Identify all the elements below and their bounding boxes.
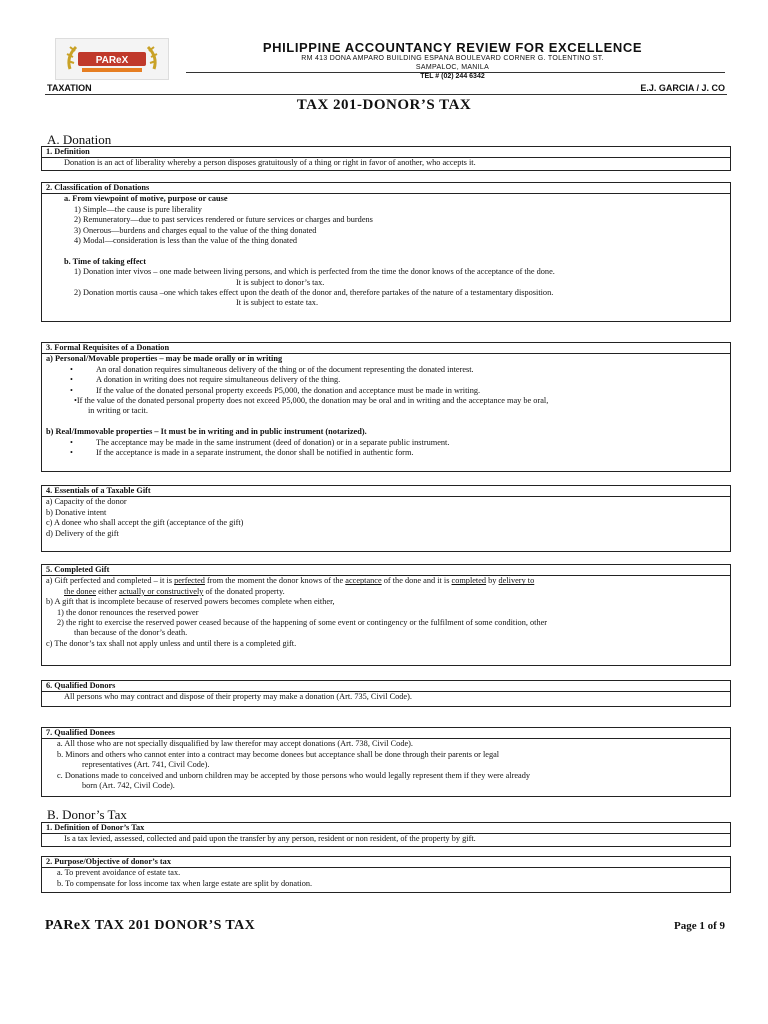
list-item-continuation: than because of the donor’s death. (74, 628, 188, 638)
box-qualified-donors (41, 680, 731, 707)
header-rule-lower (45, 94, 727, 95)
list-item: • An oral donation requires simultaneous delivery of the thing or of the document representing the donated interest. (46, 365, 726, 375)
list-item-continuation: in writing or tacit. (88, 406, 148, 416)
list-item: a. To prevent avoidance of estate tax. (57, 868, 181, 878)
box-title: 2. Classification of Donations (42, 183, 730, 194)
box-definition-donors-tax (41, 822, 731, 847)
list-item: 2) Donation mortis causa –one which takes effect upon the death of the donor and, therefore partakes of the nature of a testamentary disposition. (74, 288, 554, 298)
authors-label: E.J. GARCIA / J. CO (640, 83, 725, 93)
list-item: d) Delivery of the gift (46, 528, 119, 538)
box-formal-requisites (41, 342, 731, 472)
svg-text:PAReX: PAReX (95, 55, 129, 66)
parex-logo (55, 38, 169, 80)
completed-a-continuation: the donee either actually or constructively of the donated property. (64, 586, 285, 596)
box-title: 7. Qualified Donees (42, 728, 730, 739)
box-title: 2. Purpose/Objective of donor’s tax (42, 857, 730, 868)
box-definition (41, 146, 731, 171)
box-essentials (41, 485, 731, 552)
box-title: 1. Definition of Donor’s Tax (42, 823, 730, 834)
list-item: •If the value of the donated personal property does not exceed P5,000, the donation may be oral and in writing and the acceptance may be oral, (74, 396, 549, 406)
list-item: • The acceptance may be made in the same instrument (deed of donation) or in a separate public instrument. (46, 438, 726, 448)
list-item: 2) the right to exercise the reserved power ceased because of the happening of some event or contingency or the fulfilment of some condition, other (57, 618, 548, 628)
list-item: • If the acceptance is made in a separate instrument, the donor shall be notified in authentic form. (46, 448, 726, 458)
box-qualified-donees (41, 727, 731, 797)
box-purpose (41, 856, 731, 893)
list-item: • A donation in writing does not require simultaneous delivery of the thing. (46, 375, 726, 385)
list-item: b) Donative intent (46, 507, 107, 517)
box-title: 4. Essentials of a Taxable Gift (42, 486, 730, 497)
box-title: 1. Definition (42, 147, 730, 158)
footer-title: PAReX TAX 201 DONOR’S TAX (45, 918, 256, 933)
box-completed-gift (41, 564, 731, 666)
subject-label: TAXATION (47, 83, 92, 93)
list-item-continuation: representatives (Art. 741, Civil Code). (82, 760, 210, 770)
formal-a-heading: a) Personal/Movable properties – may be made orally or in writing (46, 354, 283, 364)
list-item: 1) Donation inter vivos – one made between living persons, and which is perfected from the time the donor knows of the acceptance of the done. (74, 267, 555, 277)
list-item: 2) Remuneratory—due to past services rendered or future services or charges and burdens (74, 215, 373, 225)
list-item: a. All those who are not specially disqualified by law therefor may accept donations (Art. 738, Civil Code). (57, 739, 413, 749)
formal-b-heading: b) Real/Immovable properties – It must be in writing and in public instrument (notarized). (46, 427, 367, 437)
org-name: PHILIPPINE ACCOUNTANCY REVIEW FOR EXCELLENCE (262, 40, 643, 55)
box-title: 3. Formal Requisites of a Donation (42, 343, 730, 354)
list-item-continuation: It is subject to donor’s tax. (236, 277, 325, 287)
document-title: TAX 201-DONOR’S TAX (296, 97, 472, 113)
section-a-heading: A. Donation (47, 132, 112, 147)
list-item: 1) Simple—the cause is pure liberality (74, 204, 202, 214)
section-b-heading: B. Donor’s Tax (47, 807, 127, 822)
donors-tax-definition-text: Is a tax levied, assessed, collected and paid upon the transfer by any person, resident or non resident, of the property by gift. (64, 834, 476, 844)
list-item: 4) Modal—consideration is less than the value of the thing donated (74, 236, 298, 246)
list-item: c) The donor’s tax shall not apply unless and until there is a completed gift. (46, 638, 297, 648)
list-item-continuation: born (Art. 742, Civil Code). (82, 781, 175, 791)
list-item: a) Capacity of the donor (46, 497, 127, 507)
classification-a-heading: a. From viewpoint of motive, purpose or cause (64, 194, 228, 204)
box-classification (41, 182, 731, 322)
org-address-2: SAMPALOC, MANILA (415, 64, 490, 71)
qualified-donors-text: All persons who may contract and dispose of their property may make a donation (Art. 735, Civil Code). (64, 692, 412, 702)
laurel-logo-icon (56, 39, 168, 79)
org-address-1: RM 413 DONA AMPARO BUILDING ESPANA BOULEVARD CORNER G. TOLENTINO ST. (301, 55, 604, 62)
list-item: • If the value of the donated personal property exceeds P5,000, the donation and acceptance must be made in writing. (46, 386, 726, 396)
page-number: Page 1 of 9 (673, 920, 725, 932)
list-item: b) A gift that is incomplete because of reserved powers becomes complete when either, (46, 597, 335, 607)
definition-text: Donation is an act of liberality whereby a person disposes gratuitously of a thing or right in favor of another, who accepts it. (64, 158, 476, 168)
list-item: b. Minors and others who cannot enter into a contract may become donees but acceptance shall be done through their parents or legal (57, 749, 500, 759)
list-item: 1) the donor renounces the reserved power (57, 607, 199, 617)
box-title: 5. Completed Gift (42, 565, 730, 576)
classification-b-heading: b. Time of taking effect (64, 256, 146, 266)
completed-a-line: a) Gift perfected and completed – it is perfected from the moment the donor knows of the acceptance of the done and it is completed by delivery to (46, 576, 535, 586)
box-title: 6. Qualified Donors (42, 681, 730, 692)
list-item-continuation: It is subject to estate tax. (236, 298, 319, 308)
list-item: b. To compensate for loss income tax when large estate are split by donation. (57, 878, 313, 888)
list-item: c. Donations made to conceived and unborn children may be accepted by those persons who would legally represent them if they were already (57, 770, 530, 780)
list-item: 3) Onerous—burdens and charges equal to the value of the thing donated (74, 225, 317, 235)
org-telephone: TEL # (02) 244 6342 (420, 73, 485, 80)
list-item: c) A donee who shall accept the gift (acceptance of the gift) (46, 518, 244, 528)
